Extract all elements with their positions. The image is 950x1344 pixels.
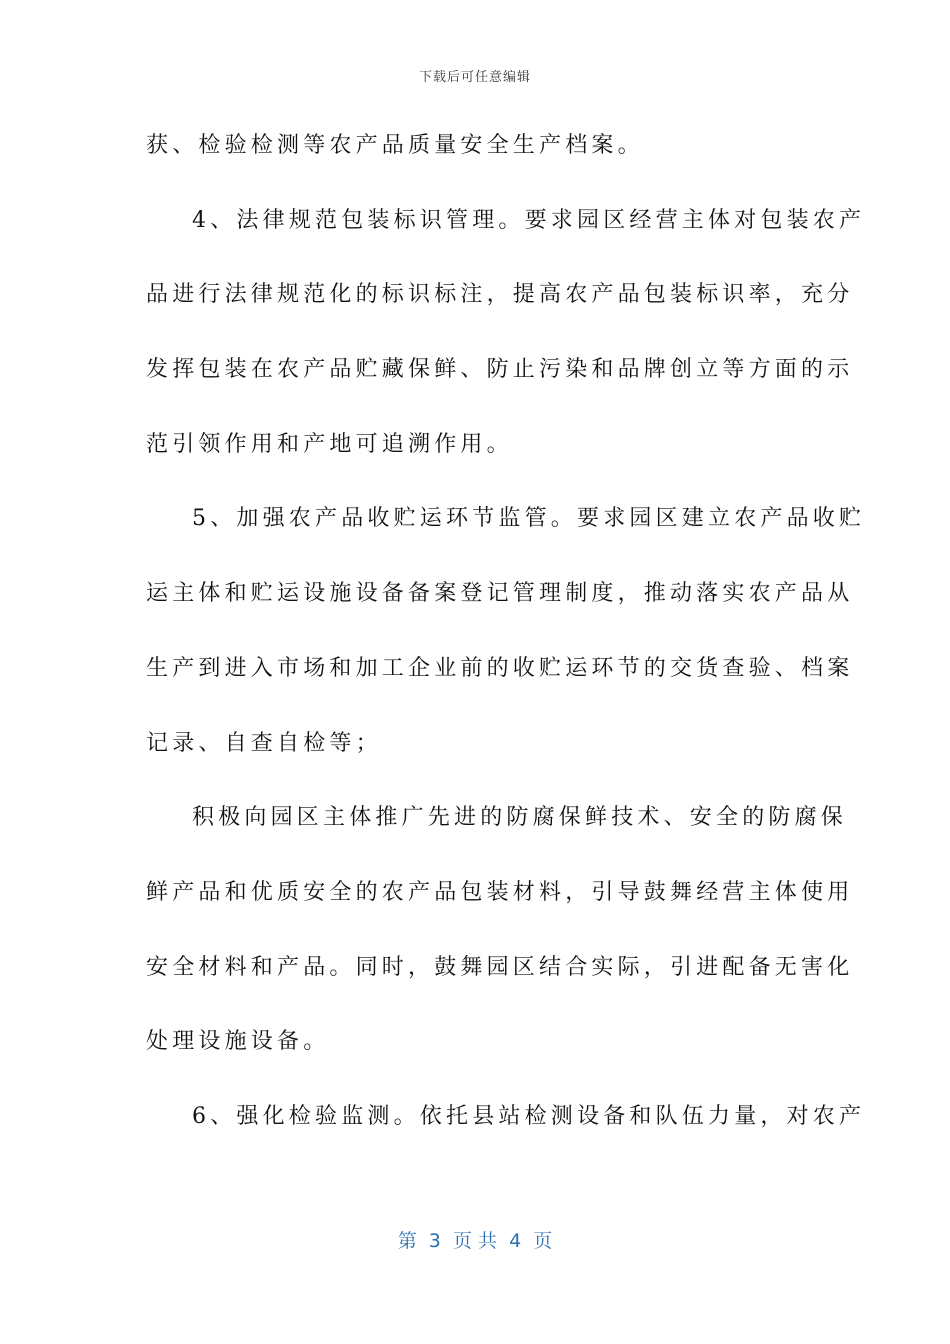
paragraph-line: 发挥包装在农产品贮藏保鲜、防止污染和品牌创立等方面的示: [146, 357, 854, 383]
paragraph-line: 积极向园区主体推广先进的防腐保鲜技术、安全的防腐保: [192, 805, 848, 831]
page-header: 下载后可任意编辑: [418, 70, 531, 85]
paragraph-line: 生产到进入市场和加工企业前的收贮运环节的交货查验、档案: [146, 655, 854, 681]
paragraph-line: 获、检验检测等农产品质量安全生产档案。: [146, 133, 644, 158]
paragraph-line: 运主体和贮运设施设备备案登记管理制度，推动落实农产品从: [146, 581, 854, 607]
paragraph-line: 品进行法律规范化的标识标注，提高农产品包装标识率，充分: [146, 282, 854, 308]
paragraph-line: 鲜产品和优质安全的农产品包装材料，引导鼓舞经营主体使用: [146, 879, 854, 905]
document-body: [146, 128, 866, 1174]
paragraph-line: 5、加强农产品收贮运环节监管。要求园区建立农产品收贮: [192, 506, 866, 532]
paragraph-line: 6、强化检验监测。依托县站检测设备和队伍力量，对农产: [192, 1103, 866, 1129]
paragraph-line: 安全材料和产品。同时，鼓舞园区结合实际，引进配备无害化: [146, 954, 854, 980]
paragraph-line: 4、法律规范包装标识管理。要求园区经营主体对包装农产: [192, 207, 866, 233]
paragraph-line: 处理设施设备。: [146, 1029, 330, 1055]
paragraph-line: 记录、自查自检等；: [146, 730, 382, 756]
paragraph-line: 范引领作用和产地可追溯作用。: [146, 431, 513, 457]
page-number-footer: 第 3 页 共 4 页: [397, 1230, 553, 1252]
